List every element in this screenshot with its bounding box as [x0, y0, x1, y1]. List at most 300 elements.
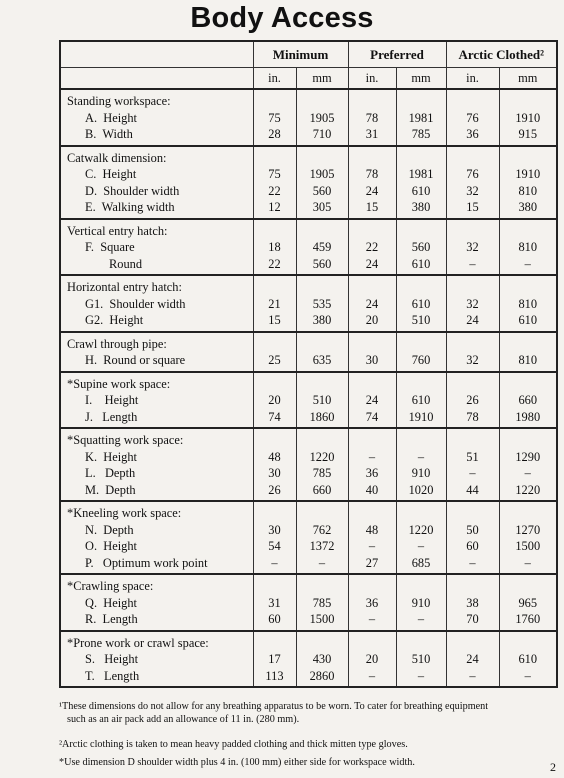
heading-spacer	[397, 376, 446, 393]
section-heading: Horizontal entry hatch:	[67, 280, 182, 294]
heading-spacer	[397, 635, 446, 652]
heading-spacer	[447, 376, 499, 393]
heading-spacer	[397, 336, 446, 353]
unit-header: in.	[446, 68, 499, 90]
cell-value: 1220	[515, 482, 541, 497]
heading-spacer	[297, 578, 348, 595]
section-heading: Catwalk dimension:	[67, 150, 167, 165]
cell-value: 113	[265, 668, 284, 683]
value-cell	[499, 219, 557, 276]
cell-value: 685	[411, 555, 431, 570]
footnote-3: *Use dimension D shoulder width plus 4 in. (100 mm) either side for workspace width.	[59, 757, 415, 768]
cell-value: 1760	[515, 612, 541, 626]
value-cell	[396, 146, 446, 219]
section-label-cell	[60, 372, 253, 429]
cell-value: 510	[312, 393, 332, 407]
value-cell	[446, 89, 499, 146]
cell-value: 610	[411, 183, 431, 198]
heading-spacer	[447, 223, 499, 240]
cell-value: –	[469, 668, 476, 683]
heading-spacer	[397, 432, 446, 449]
cell-value: 1020	[408, 482, 434, 497]
row-label: P. Optimum work point	[85, 555, 208, 570]
value-cell	[446, 372, 499, 429]
value-cell	[253, 146, 296, 219]
cell-value: –	[524, 466, 531, 480]
cell-value: 20	[365, 652, 379, 666]
cell-value: –	[318, 555, 326, 570]
heading-spacer	[397, 505, 446, 522]
section-heading: *Prone work or crawl space:	[67, 635, 209, 650]
value-cell	[296, 219, 348, 276]
row-label: N. Depth	[85, 522, 134, 537]
header-corner-units	[60, 68, 253, 90]
column-group-minimum: Minimum	[253, 41, 348, 68]
value-cell	[348, 89, 396, 146]
cell-value: 32	[466, 353, 479, 367]
value-cell	[446, 574, 499, 631]
unit-header: mm	[499, 68, 557, 90]
cell-value: 22	[268, 183, 281, 198]
cell-value: 535	[312, 296, 332, 311]
heading-spacer	[500, 150, 557, 167]
value-cell	[253, 219, 296, 276]
value-cell	[296, 89, 348, 146]
value-cell	[296, 275, 348, 332]
row-label: H. Round or square	[85, 353, 186, 367]
cell-value: 24	[365, 256, 379, 271]
value-cell	[396, 631, 446, 688]
cell-value: 24	[466, 313, 479, 327]
section-label-cell	[60, 89, 253, 146]
row-label: G1. Shoulder width	[85, 296, 186, 311]
cell-value: 510	[411, 313, 431, 327]
cell-value: 30	[365, 353, 379, 367]
heading-spacer	[297, 635, 348, 652]
value-cell	[348, 332, 396, 372]
cell-value: 32	[466, 240, 479, 254]
table-section	[60, 146, 557, 219]
cell-value: 635	[312, 353, 332, 367]
cell-value: 28	[268, 127, 281, 141]
cell-value: 24	[365, 393, 379, 407]
section-label-cell	[60, 275, 253, 332]
unit-header: mm	[396, 68, 446, 90]
row-label: I. Height	[85, 393, 139, 407]
cell-value: 560	[411, 240, 431, 254]
column-group-arctic-clothed: Arctic Clothed²	[446, 41, 557, 68]
heading-spacer	[297, 336, 348, 353]
value-cell	[499, 89, 557, 146]
section-label-cell	[60, 428, 253, 501]
heading-spacer	[254, 578, 296, 595]
heading-spacer	[297, 376, 348, 393]
section-label-cell	[60, 574, 253, 631]
value-cell	[499, 501, 557, 574]
cell-value: –	[524, 256, 531, 271]
cell-value: 31	[365, 127, 379, 141]
row-label: Round	[109, 256, 143, 271]
cell-value: 78	[466, 409, 479, 424]
table-section	[60, 631, 557, 688]
cell-value: 610	[518, 652, 538, 666]
row-label: K. Height	[85, 449, 137, 464]
heading-spacer	[254, 376, 296, 393]
cell-value: –	[469, 555, 476, 570]
cell-value: 26	[466, 393, 479, 407]
heading-spacer	[500, 376, 557, 393]
value-cell	[348, 501, 396, 574]
cell-value: 32	[466, 296, 479, 311]
footnote-1	[59, 700, 559, 726]
value-cell	[296, 428, 348, 501]
value-cell	[396, 501, 446, 574]
row-label: S. Height	[85, 652, 139, 666]
section-heading: *Kneeling work space:	[67, 506, 182, 520]
heading-spacer	[297, 432, 348, 449]
heading-spacer	[397, 150, 446, 167]
cell-value: 76	[466, 167, 479, 181]
cell-value: 24	[466, 652, 479, 666]
value-cell	[253, 574, 296, 631]
cell-value: 1372	[309, 539, 335, 553]
value-cell	[296, 574, 348, 631]
cell-value: 22	[365, 240, 379, 254]
table-body	[60, 89, 557, 687]
row-label: J. Length	[85, 409, 138, 424]
section-heading: *Supine work space:	[67, 376, 171, 391]
cell-value: 2860	[309, 668, 335, 683]
cell-value: –	[417, 539, 425, 553]
row-label: M. Depth	[85, 482, 136, 497]
row-label: Q. Height	[85, 595, 137, 610]
cell-value: –	[368, 539, 376, 553]
value-cell	[499, 372, 557, 429]
heading-spacer	[447, 336, 499, 353]
value-cell	[499, 428, 557, 501]
cell-value: 74	[365, 409, 379, 424]
value-cell	[296, 332, 348, 372]
value-cell	[253, 89, 296, 146]
value-cell	[446, 631, 499, 688]
heading-spacer	[500, 432, 557, 449]
heading-spacer	[447, 505, 499, 522]
cell-value: 380	[518, 200, 538, 214]
heading-spacer	[349, 279, 396, 296]
value-cell	[499, 332, 557, 372]
cell-value: 20	[268, 393, 281, 407]
cell-value: 785	[312, 595, 332, 610]
table-section	[60, 89, 557, 146]
value-cell	[253, 275, 296, 332]
value-cell	[446, 275, 499, 332]
cell-value: 40	[365, 482, 379, 497]
cell-value: 26	[268, 482, 281, 497]
heading-spacer	[349, 432, 396, 449]
cell-value: 24	[365, 296, 379, 311]
heading-spacer	[349, 150, 396, 167]
heading-spacer	[500, 578, 557, 595]
section-label-cell	[60, 146, 253, 219]
cell-value: 965	[518, 595, 538, 610]
cell-value: 380	[312, 313, 332, 327]
footnote-1-line-2: such as an air pack add an allowance of 11 in. (280 mm).	[67, 714, 300, 725]
cell-value: 21	[268, 296, 281, 311]
cell-value: 1910	[515, 167, 541, 181]
heading-spacer	[297, 223, 348, 240]
value-cell	[499, 275, 557, 332]
heading-spacer	[349, 505, 396, 522]
row-label: L. Depth	[85, 466, 136, 480]
row-label: E. Walking width	[85, 200, 175, 214]
row-label: A. Height	[85, 110, 137, 125]
cell-value: 1905	[309, 110, 335, 125]
column-group-header-row	[60, 41, 557, 68]
page-number: 2	[550, 760, 556, 774]
cell-value: 610	[411, 256, 431, 271]
heading-spacer	[254, 505, 296, 522]
cell-value: 75	[268, 167, 281, 181]
cell-value: 1981	[408, 110, 434, 125]
value-cell	[348, 428, 396, 501]
cell-value: 1500	[309, 612, 335, 626]
cell-value: –	[417, 612, 425, 626]
heading-spacer	[349, 635, 396, 652]
value-cell	[446, 428, 499, 501]
value-cell	[253, 372, 296, 429]
page-title: Body Access	[190, 2, 374, 34]
table-section	[60, 219, 557, 276]
section-label-cell	[60, 332, 253, 372]
heading-spacer	[254, 93, 296, 110]
heading-spacer	[447, 432, 499, 449]
table-section	[60, 275, 557, 332]
cell-value: 1860	[309, 409, 335, 424]
heading-spacer	[500, 505, 557, 522]
heading-spacer	[254, 635, 296, 652]
value-cell	[348, 275, 396, 332]
value-cell	[396, 89, 446, 146]
cell-value: 1500	[515, 539, 541, 553]
row-label: F. Square	[85, 240, 135, 254]
cell-value: –	[368, 612, 376, 626]
cell-value: –	[524, 668, 531, 683]
cell-value: 36	[365, 595, 379, 610]
value-cell	[446, 332, 499, 372]
cell-value: 54	[268, 539, 281, 553]
heading-spacer	[447, 93, 499, 110]
unit-header: in.	[348, 68, 396, 90]
heading-spacer	[397, 223, 446, 240]
cell-value: 560	[312, 183, 332, 198]
unit-header: in.	[253, 68, 296, 90]
cell-value: –	[469, 466, 476, 480]
unit-header: mm	[296, 68, 348, 90]
cell-value: 78	[365, 110, 379, 125]
value-cell	[446, 501, 499, 574]
cell-value: –	[417, 449, 425, 464]
cell-value: 1980	[515, 409, 541, 424]
heading-spacer	[447, 279, 499, 296]
cell-value: 48	[365, 522, 379, 537]
cell-value: 810	[518, 183, 538, 198]
cell-value: 17	[268, 652, 281, 666]
cell-value: 15	[466, 200, 479, 214]
value-cell	[348, 631, 396, 688]
cell-value: 24	[365, 183, 379, 198]
cell-value: 30	[268, 522, 281, 537]
value-cell	[499, 146, 557, 219]
cell-value: 785	[411, 127, 431, 141]
cell-value: 36	[466, 127, 479, 141]
heading-spacer	[397, 279, 446, 296]
section-label-cell	[60, 219, 253, 276]
value-cell	[446, 219, 499, 276]
heading-spacer	[500, 93, 557, 110]
heading-spacer	[500, 223, 557, 240]
cell-value: 30	[268, 466, 281, 480]
row-label: R. Length	[85, 612, 138, 626]
value-cell	[296, 501, 348, 574]
section-label-cell	[60, 501, 253, 574]
section-heading: Crawl through pipe:	[67, 336, 167, 351]
unit-header-row	[60, 68, 557, 90]
heading-spacer	[500, 336, 557, 353]
cell-value: 20	[365, 313, 379, 327]
cell-value: 610	[518, 313, 538, 327]
cell-value: 305	[312, 200, 332, 214]
value-cell	[499, 574, 557, 631]
row-label: O. Height	[85, 539, 137, 553]
table-section	[60, 332, 557, 372]
cell-value: 18	[268, 240, 281, 254]
table-section	[60, 501, 557, 574]
cell-value: 430	[312, 652, 332, 666]
footnote-2: ²Arctic clothing is taken to mean heavy padded clothing and thick mitten type gloves.	[59, 739, 408, 750]
cell-value: 78	[365, 167, 379, 181]
cell-value: –	[469, 256, 476, 271]
cell-value: 15	[365, 200, 379, 214]
cell-value: 22	[268, 256, 281, 271]
value-cell	[396, 275, 446, 332]
cell-value: 70	[466, 612, 479, 626]
cell-value: 50	[466, 522, 479, 537]
cell-value: 560	[312, 256, 332, 271]
heading-spacer	[500, 279, 557, 296]
cell-value: 762	[312, 522, 332, 537]
cell-value: 75	[268, 110, 281, 125]
heading-spacer	[349, 93, 396, 110]
cell-value: 380	[411, 200, 431, 214]
row-label: C. Height	[85, 167, 137, 181]
heading-spacer	[500, 635, 557, 652]
cell-value: 51	[466, 449, 479, 464]
heading-spacer	[349, 336, 396, 353]
cell-value: 31	[268, 595, 281, 610]
value-cell	[253, 501, 296, 574]
cell-value: 76	[466, 110, 479, 125]
cell-value: 1220	[309, 449, 335, 464]
row-label: G2. Height	[85, 313, 144, 327]
cell-value: 785	[312, 466, 332, 480]
table-section	[60, 574, 557, 631]
value-cell	[446, 146, 499, 219]
heading-spacer	[447, 150, 499, 167]
heading-spacer	[297, 93, 348, 110]
heading-spacer	[447, 578, 499, 595]
cell-value: 12	[268, 200, 281, 214]
cell-value: 660	[518, 393, 538, 407]
cell-value: 27	[365, 555, 379, 570]
cell-value: 760	[411, 353, 431, 367]
cell-value: 1220	[408, 522, 434, 537]
cell-value: 810	[518, 240, 538, 254]
heading-spacer	[254, 223, 296, 240]
cell-value: 510	[411, 652, 431, 666]
cell-value: –	[417, 668, 425, 683]
heading-spacer	[297, 279, 348, 296]
heading-spacer	[254, 279, 296, 296]
value-cell	[499, 631, 557, 688]
section-heading: Vertical entry hatch:	[67, 223, 168, 238]
value-cell	[348, 372, 396, 429]
value-cell	[348, 574, 396, 631]
cell-value: –	[524, 555, 531, 570]
value-cell	[348, 146, 396, 219]
cell-value: –	[368, 668, 376, 683]
value-cell	[348, 219, 396, 276]
column-group-preferred: Preferred	[348, 41, 446, 68]
value-cell	[253, 631, 296, 688]
cell-value: 915	[518, 127, 538, 141]
section-heading: *Crawling space:	[67, 579, 154, 593]
heading-spacer	[297, 505, 348, 522]
cell-value: 44	[466, 482, 479, 497]
cell-value: 810	[518, 353, 538, 367]
cell-value: 60	[268, 612, 281, 626]
cell-value: 1270	[515, 522, 541, 537]
heading-spacer	[397, 578, 446, 595]
heading-spacer	[447, 635, 499, 652]
value-cell	[296, 372, 348, 429]
row-label: B. Width	[85, 127, 133, 141]
value-cell	[253, 428, 296, 501]
cell-value: 32	[466, 183, 479, 198]
value-cell	[396, 372, 446, 429]
value-cell	[396, 574, 446, 631]
cell-value: 74	[268, 409, 281, 424]
cell-value: 1910	[408, 409, 434, 424]
body-access-table	[59, 40, 558, 688]
cell-value: –	[368, 449, 376, 464]
value-cell	[396, 428, 446, 501]
section-heading: Standing workspace:	[67, 94, 171, 108]
footnote-1-line-1: ¹These dimensions do not allow for any breathing apparatus to be worn. To cater for breathing equipment	[59, 701, 489, 712]
cell-value: 38	[466, 595, 479, 610]
cell-value: 1910	[515, 110, 541, 125]
section-heading: *Squatting work space:	[67, 433, 184, 447]
cell-value: 15	[268, 313, 281, 327]
cell-value: 459	[312, 240, 332, 254]
cell-value: –	[271, 555, 278, 570]
cell-value: 660	[312, 482, 332, 497]
value-cell	[396, 332, 446, 372]
heading-spacer	[254, 432, 296, 449]
table-section	[60, 428, 557, 501]
value-cell	[296, 631, 348, 688]
row-label: D. Shoulder width	[85, 183, 180, 198]
cell-value: 910	[411, 466, 431, 480]
